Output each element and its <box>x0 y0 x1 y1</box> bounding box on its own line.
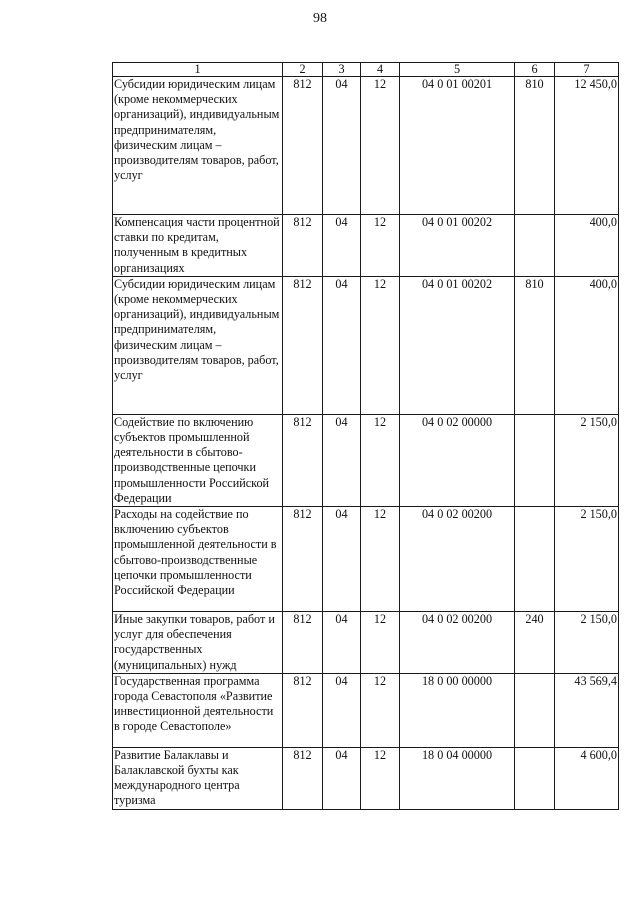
ministry-code-cell: 812 <box>283 612 323 674</box>
target-code-cell: 18 0 00 00000 <box>400 673 515 747</box>
target-code-cell: 04 0 02 00000 <box>400 414 515 506</box>
expense-type-cell <box>515 747 555 809</box>
column-header: 3 <box>323 63 361 77</box>
column-header: 6 <box>515 63 555 77</box>
table-row <box>113 276 619 414</box>
ministry-code-cell: 812 <box>283 215 323 277</box>
table-row <box>113 507 619 612</box>
section-code-cell: 04 <box>323 77 361 215</box>
column-header: 4 <box>361 63 400 77</box>
target-code-cell: 04 0 01 00202 <box>400 276 515 414</box>
amount-cell: 400,0 <box>555 276 619 414</box>
target-code-cell: 18 0 04 00000 <box>400 747 515 809</box>
page-number: 98 <box>313 11 327 26</box>
subsection-code-cell: 12 <box>361 276 400 414</box>
section-code-cell: 04 <box>323 612 361 674</box>
table-row <box>113 77 619 215</box>
expense-type-cell <box>515 673 555 747</box>
section-code-cell: 04 <box>323 507 361 612</box>
target-code-cell: 04 0 02 00200 <box>400 507 515 612</box>
section-code-cell: 04 <box>323 215 361 277</box>
subsection-code-cell: 12 <box>361 507 400 612</box>
expense-name-cell: Иные закупки товаров, работ и услуг для обеспечения государственных (муниципальных) нужд <box>113 612 283 674</box>
expense-type-cell: 810 <box>515 276 555 414</box>
budget-table <box>112 62 619 810</box>
amount-cell: 43 569,4 <box>555 673 619 747</box>
expense-name-cell: Субсидии юридическим лицам (кроме некоммерческих организаций), индивидуальным предпринимателям, физическим лицам – производителям товаров, работ, услуг <box>113 77 283 215</box>
ministry-code-cell: 812 <box>283 276 323 414</box>
column-header: 5 <box>400 63 515 77</box>
table-header-row <box>113 63 619 77</box>
expense-name-cell: Развитие Балаклавы и Балаклавской бухты как международного центра туризма <box>113 747 283 809</box>
section-code-cell: 04 <box>323 414 361 506</box>
column-header: 7 <box>555 63 619 77</box>
expense-name-cell: Содействие по включению субъектов промышленной деятельности в сбытово-производственные цепочки промышленности Российской Федерации <box>113 414 283 506</box>
subsection-code-cell: 12 <box>361 612 400 674</box>
table-row <box>113 673 619 747</box>
amount-cell: 2 150,0 <box>555 414 619 506</box>
subsection-code-cell: 12 <box>361 414 400 506</box>
amount-cell: 2 150,0 <box>555 507 619 612</box>
amount-cell: 12 450,0 <box>555 77 619 215</box>
expense-name-cell: Компенсация части процентной ставки по кредитам, полученным в кредитных организациях <box>113 215 283 277</box>
target-code-cell: 04 0 01 00201 <box>400 77 515 215</box>
expense-type-cell: 240 <box>515 612 555 674</box>
column-header: 1 <box>113 63 283 77</box>
section-code-cell: 04 <box>323 747 361 809</box>
ministry-code-cell: 812 <box>283 673 323 747</box>
expense-name-cell: Государственная программа города Севастополя «Развитие инвестиционной деятельности в городе Севастополе» <box>113 673 283 747</box>
table-row <box>113 414 619 506</box>
expense-type-cell <box>515 215 555 277</box>
expense-name-cell: Расходы на содействие по включению субъектов промышленной деятельности в сбытово-производственные цепочки промышленности Российской Федерации <box>113 507 283 612</box>
amount-cell: 4 600,0 <box>555 747 619 809</box>
expense-type-cell <box>515 507 555 612</box>
table-row <box>113 612 619 674</box>
ministry-code-cell: 812 <box>283 77 323 215</box>
column-header: 2 <box>283 63 323 77</box>
ministry-code-cell: 812 <box>283 414 323 506</box>
expense-name-cell: Субсидии юридическим лицам (кроме некоммерческих организаций), индивидуальным предпринимателям, физическим лицам – производителям товаров, работ, услуг <box>113 276 283 414</box>
target-code-cell: 04 0 02 00200 <box>400 612 515 674</box>
subsection-code-cell: 12 <box>361 215 400 277</box>
table-row <box>113 215 619 277</box>
ministry-code-cell: 812 <box>283 747 323 809</box>
subsection-code-cell: 12 <box>361 747 400 809</box>
section-code-cell: 04 <box>323 673 361 747</box>
section-code-cell: 04 <box>323 276 361 414</box>
amount-cell: 2 150,0 <box>555 612 619 674</box>
amount-cell: 400,0 <box>555 215 619 277</box>
table-row <box>113 747 619 809</box>
expense-type-cell <box>515 414 555 506</box>
subsection-code-cell: 12 <box>361 77 400 215</box>
ministry-code-cell: 812 <box>283 507 323 612</box>
subsection-code-cell: 12 <box>361 673 400 747</box>
expense-type-cell: 810 <box>515 77 555 215</box>
target-code-cell: 04 0 01 00202 <box>400 215 515 277</box>
